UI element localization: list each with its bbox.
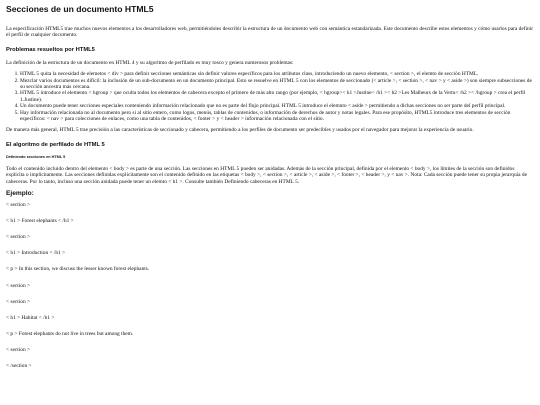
code-line: < section > xyxy=(6,346,31,353)
code-example xyxy=(6,202,534,369)
code-line: < section > xyxy=(6,298,31,305)
intro-paragraph: La especificación HTML5 trae muchos nuevos elementos a los desarrolladores web, permitiéndoles describir la estructura de un documento web con semántica estandarizada. Este documento describe estos elementos y cómo usarlos para definir el perfil de cualquier documento. xyxy=(6,26,534,39)
sections-subheading: Definiendo secciones en HTML 5 xyxy=(6,154,66,159)
problem-item: 3. HTML 5 introduce el elemento < hgroup > que oculta todos los elementos de cabecera excepto el primero de más alto rango (por ejemplo, < hgroup>< h1 >Justine< /h1 >< h2 >Les Malheurs de la Vertu< /h2 >< /hgroup > crea el perfil 1.Justine). xyxy=(20,90,534,103)
example-heading: Ejemplo: xyxy=(6,190,34,198)
code-line: < h1 > Introduction < /h1 > xyxy=(6,250,66,257)
code-line: < section > xyxy=(6,282,31,289)
code-line: < section > xyxy=(6,202,31,209)
code-line: < h1 > Habitat < /h1 > xyxy=(6,314,55,321)
algorithm-heading: El algoritmo de perfilado de HTML 5 xyxy=(6,141,105,148)
problem-item: 5. Hay información relacionada no al documento pero si al sitio entero, como logos, menús, tablas de contenidos, o información de derechos de autor y notas legales. Para ese propósito, HTML5 introduce tres elementos de sección específicos: < nav > para colecciones de enlaces, como una tabla de contenidos, < footer > y < header > información relacionada con el sitio. xyxy=(20,110,534,123)
problem-item: 4. Un documento puede tener secciones especiales conteniendo información relacionado que no es parte del flujo principal. HTML 5 introduce el elemnto < aside > permitiendo a dichas secciones no ser parte del perfil principal. xyxy=(20,103,534,109)
code-line: < p > Forest elephants do not live in trees but among them. xyxy=(6,330,134,337)
summary-paragraph: De manera más general, HTML 5 trae precisión a las características de seccionado y cabecera, permitiendo a los perfiles de documento ser predecibles y usados por el navegador para mejorar la experiencia de usuario. xyxy=(6,127,474,134)
code-line: < /section > xyxy=(6,363,32,370)
problem-item: 1. HTML 5 quita la necesidad de elemetos < div > para definir secciones semánticas sin definir valores específicos para los atributos class, introduciendo un nuevo elemento, < section >, el elemto de sección HTML. xyxy=(20,71,534,77)
sections-paragraph: Todo el contenido incluido dentro del elemento < body > es parte de una sección. Las secciones en HTML 5 pueden ser anidadas. Además de la sección principal, definida por el elemento < body >, los límites de la sección son definidos explícita o implícitamente. Las secciones definidas explícitamente son el contenido definido en las etiquetas < body >, < section >, < article >, < aside >, < footer >, < header >, y < nav >. Nota: Cada sección puede tener su propia jerarquía de cabeceras. Por lo tanto, incluso una sección anidada puede tener un elemto < h1 >. Consulte también Definiendo cabeceras en HTML 5. xyxy=(6,165,527,185)
code-line: < h1 > Forest elephants < /h1 > xyxy=(6,218,74,225)
code-line: < p > In this section, we discuss the lesser known forest elephants. xyxy=(6,266,150,273)
page-title: Secciones de un documento HTML5 xyxy=(6,4,154,14)
problems-list xyxy=(6,71,534,122)
problems-intro-paragraph: La definición de la estructura de un documento en HTML 4 y su algoritmo de perfilado es muy tosco y genera numerosos problemas: xyxy=(6,59,294,66)
problems-heading: Problemas resueltos por HTML5 xyxy=(6,46,95,53)
problem-item: 2. Mezclar varios documentos es difícil: la inclusión de un sub-documento en un documento principal. Esto se resuelve en HTML 5 con los elementos de seccionado (< article >, < section >, < nav > y < aside >) son siempre subsecciones de su sección ancestra más cercana. xyxy=(20,78,534,91)
code-line: < section > xyxy=(6,234,31,241)
